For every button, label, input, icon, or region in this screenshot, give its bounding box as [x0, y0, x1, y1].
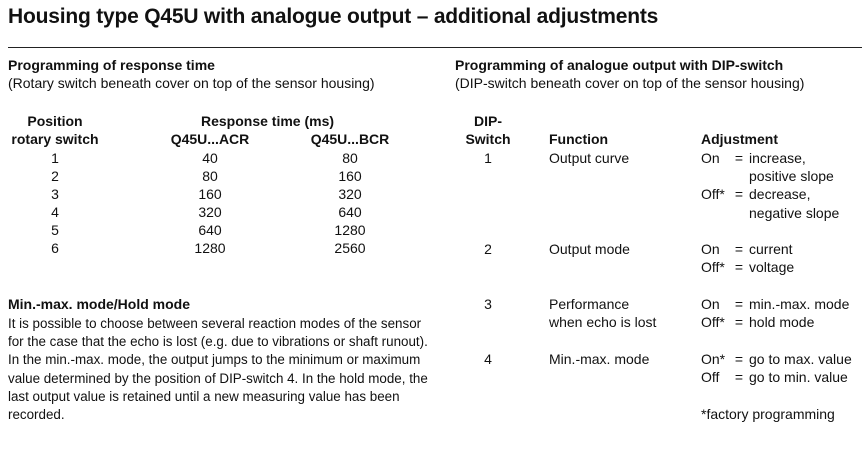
adjustment-key: Off* [701, 314, 725, 331]
row-acr-value: 40 [202, 150, 218, 166]
response-time-subheading: (Rotary switch beneath cover on top of the sensor housing) [8, 75, 375, 91]
col-rotary-switch: rotary switch [11, 131, 99, 147]
row-position: 6 [51, 240, 59, 256]
adjustment-value: go to min. value [749, 369, 848, 386]
row-acr-value: 1280 [194, 240, 226, 256]
col-position: Position [27, 113, 83, 129]
adjustment-key: On [701, 296, 720, 312]
adjustment-value: increase, [749, 150, 806, 166]
adjustment-value: current [749, 241, 793, 257]
adjustment-equals: = [734, 259, 744, 276]
dip-number: 4 [484, 351, 492, 367]
adjustment-equals: = [734, 296, 744, 312]
col-switch: Switch [465, 131, 511, 147]
row-bcr-value: 1280 [334, 222, 366, 238]
dip-number: 3 [484, 296, 492, 312]
adjustment-equals: = [734, 186, 744, 203]
adjustment-equals: = [734, 314, 744, 331]
adjustment-key: On [701, 150, 720, 166]
response-time-heading: Programming of response time [8, 57, 215, 73]
dip-subheading: (DIP-switch beneath cover on top of the sensor housing) [455, 75, 805, 91]
col-acr: Q45U...ACR [170, 131, 250, 147]
row-position: 1 [51, 150, 59, 166]
row-bcr-value: 640 [338, 204, 362, 220]
adjustment-key: Off* [701, 186, 725, 203]
row-acr-value: 80 [202, 168, 218, 184]
dip-function-line2: when echo is lost [549, 314, 657, 331]
col-dip: DIP- [474, 113, 502, 129]
adjustment-equals: = [734, 150, 744, 166]
dip-number: 2 [484, 241, 492, 257]
adjustment-equals: = [734, 351, 744, 367]
dip-function: Output mode [549, 241, 630, 257]
row-bcr-value: 2560 [334, 240, 366, 256]
adjustment-equals: = [734, 241, 744, 257]
row-bcr-value: 320 [338, 186, 362, 202]
adjustment-value: go to max. value [749, 351, 852, 367]
mode-heading: Min.-max. mode/Hold mode [8, 296, 191, 312]
dip-function: Min.-max. mode [549, 351, 650, 367]
adjustment-equals: = [734, 369, 744, 386]
col-function: Function [549, 131, 609, 147]
row-acr-value: 160 [198, 186, 222, 202]
adjustment-value: negative slope [749, 204, 840, 221]
adjustment-value: hold mode [749, 314, 815, 331]
dip-number: 1 [484, 150, 492, 166]
col-bcr: Q45U...BCR [310, 131, 390, 147]
dip-heading: Programming of analogue output with DIP-switch [455, 57, 784, 73]
row-acr-value: 640 [198, 222, 222, 238]
title-divider [8, 47, 862, 48]
row-bcr-value: 80 [342, 150, 358, 166]
col-adjustment: Adjustment [701, 131, 778, 147]
adjustment-value: min.-max. mode [749, 296, 850, 312]
row-position: 5 [51, 222, 59, 238]
adjustment-value: decrease, [749, 186, 811, 203]
dip-function: Output curve [549, 150, 630, 166]
adjustment-value: positive slope [749, 168, 834, 185]
adjustment-key: Off [701, 369, 720, 386]
adjustment-value: voltage [749, 259, 795, 276]
dip-function: Performance [549, 296, 630, 312]
row-position: 2 [51, 168, 59, 184]
row-acr-value: 320 [198, 204, 222, 220]
row-position: 4 [51, 204, 59, 220]
col-response-time: Response time (ms) [201, 113, 335, 129]
adjustment-key: On* [701, 351, 726, 367]
mode-description: It is possible to choose between several reaction modes of the sensor for the case that the echo is lost (e.g. due to vibrations or shaft runout). In the min.-max. mode, the output jumps to the minimum or maximum value determined by the position of DIP-switch 4. In the hold mode, the last output value is retained until a new measuring value has been recorded. [8, 316, 428, 423]
row-bcr-value: 160 [338, 168, 362, 184]
factory-footnote: *factory programming [701, 406, 835, 422]
adjustment-key: Off* [701, 259, 725, 276]
adjustment-key: On [701, 241, 720, 257]
row-position: 3 [51, 186, 59, 202]
page-title: Housing type Q45U with analogue output – additional adjustments [8, 5, 659, 28]
